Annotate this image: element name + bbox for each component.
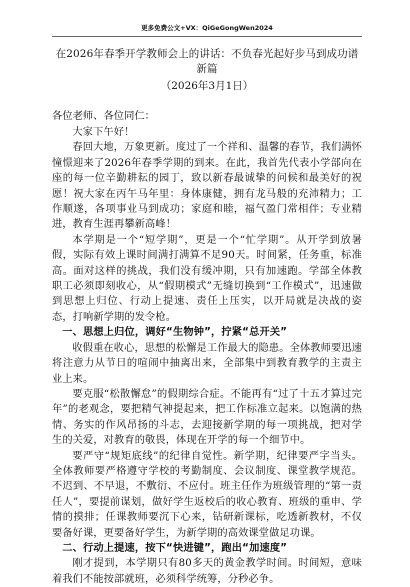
document-title: 在2026年春季开学教师会上的讲话：不负春光起好步马到成功谱新篇	[55, 48, 359, 75]
paragraph: 要克服“松散懈怠”的假期综合症。不能再有“过了十五才算过完年”的老观念，要把精气神提起来，把工作标准立起来。以饱满的热情、务实的作风昂扬的斗志，去迎接新学期的每一项挑战，把对学生的关爱，对教育的敬畏，体现在开学的每一个细节中。	[52, 388, 362, 447]
paragraph: 春回大地，万象更新。度过了一个祥和、温馨的春节，我们满怀憧憬迎来了2026年春季学期的到来。在此，我首先代表小学部向在座的每一位辛勤耕耘的园丁，致以新春最诚挚的问候和最美好的祝愿！祝大家在丙午马年里：身体康健，拥有龙马般的充沛精力；工作顺遂，各项事业马到成功；家庭和睦，福气盈门常相伴；专业精进，教育生涯再攀新高峰！	[52, 142, 362, 231]
paragraph: 本学期是一个“短学期”，更是一个“忙学期”。从开学到放暑假，实际有效上课时间满打满算不足90天。时间紧，任务重，标准高。面对这样的挑战，我们没有缓冲期，只有加速跑。学部全体教职工必须即刻收心，从“假期模式”无缝切换到“工作模式”，迅速做到思想上归位、行动上提速、责任上压实，以开局就是决战的姿态，打响新学期的发令枪。	[52, 234, 362, 323]
greeting: 大家下午好！	[72, 127, 135, 138]
section-heading: 一、思想上归位，调好“生物钟”，拧紧“总开关”	[62, 327, 288, 339]
paragraph: 刚才提到，本学期只有80多天的黄金教学时间。时间短，意味着我们不能按部就班，必须科学统筹，分秒必争。	[52, 558, 362, 585]
header-divider	[52, 36, 362, 37]
salutation: 各位老师、各位同仁：	[52, 110, 155, 122]
section-heading: 二、行动上提速，按下“快进键”，跑出“加速度”	[62, 542, 288, 554]
paragraph: 要严守“规矩底线”的纪律自觉性。新学期，纪律要严字当头。全体教师要严格遵守学校的考勤制度、会议制度、课堂教学规范。不迟到、不早退，不敷衍、不应付。班主任作为班级管理的“第一责任人”，要提前谋划，做好学生返校后的收心教育、班级的重申、学情的摸排；任课教师要沉下心来，钻研新课标，吃透新教材，不仅要备好课，更要备好学生，为新学期的高效课堂做足功课。	[52, 450, 362, 539]
header-watermark: 更多免费公文+VX：QiGeGongWen2024	[141, 24, 273, 32]
document-date: （2026年3月1日）	[160, 80, 254, 92]
paragraph: 收假重在收心，思想的松懈是工作最大的隐患。全体教师要迅速将注意力从节日的喧闹中抽离出来，全部集中到教育教学的主责主业上来。	[52, 342, 362, 385]
